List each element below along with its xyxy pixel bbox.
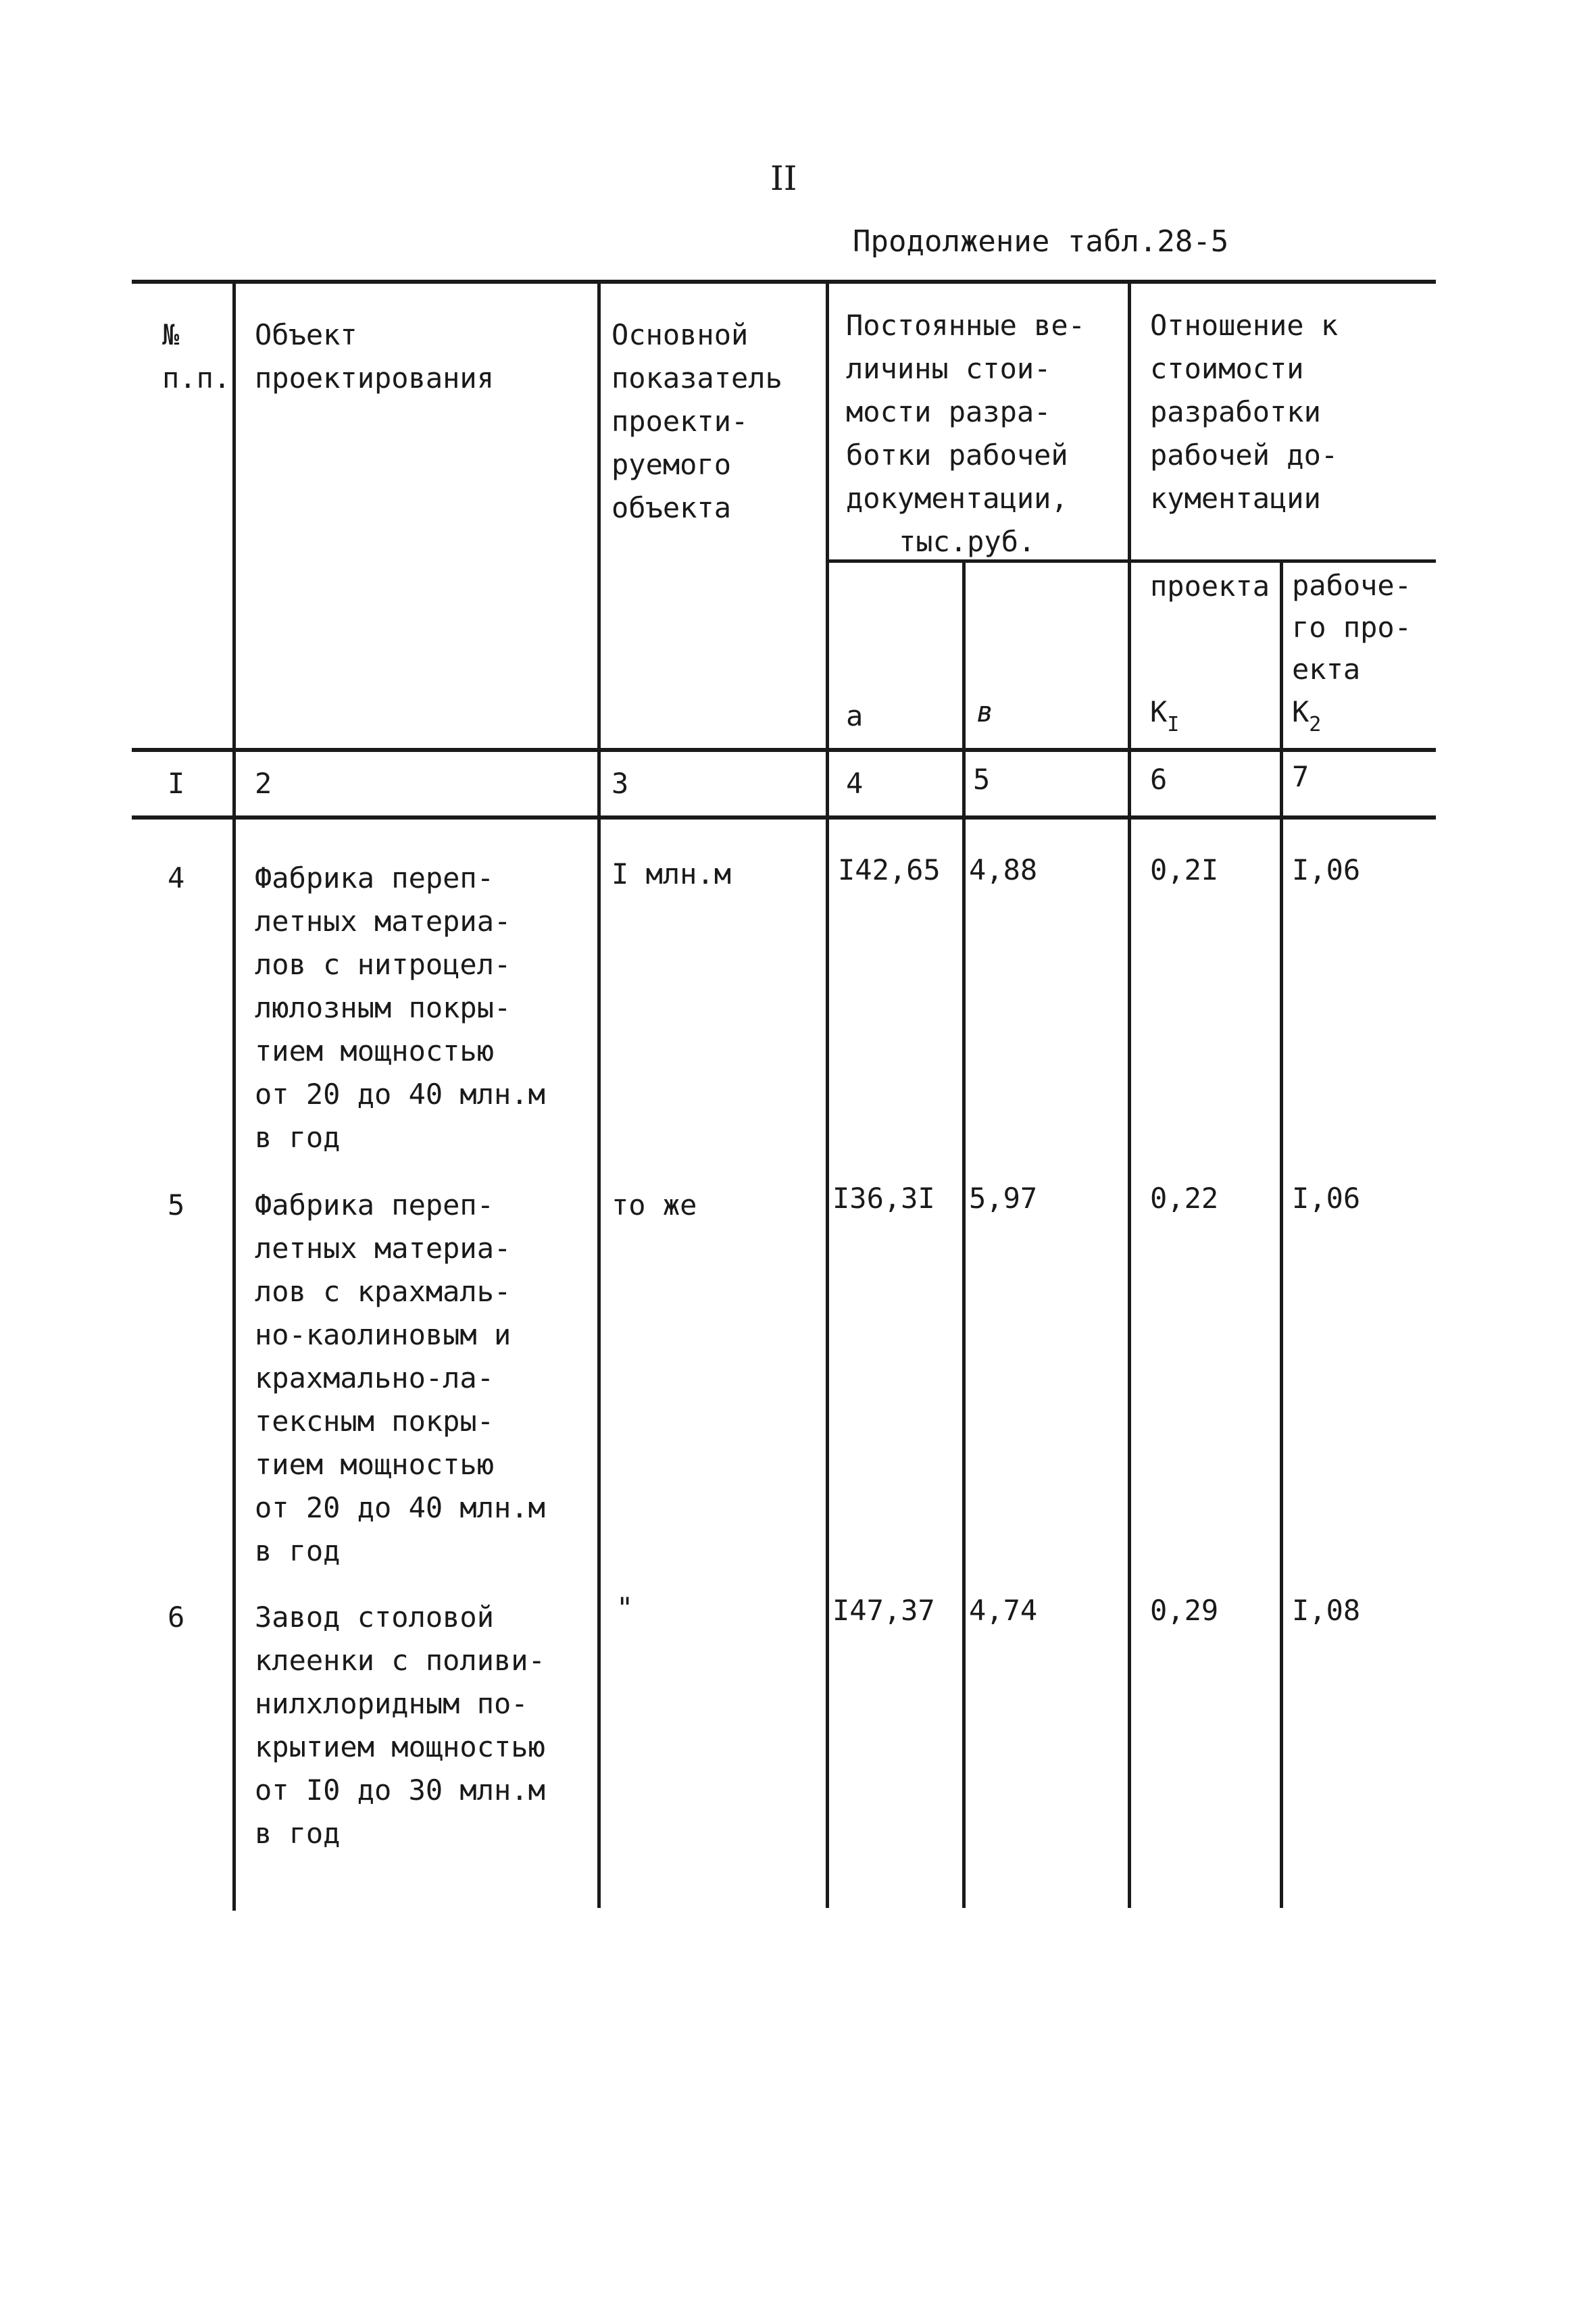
header-col6-k: $К_I$ [1150,695,1180,736]
column-divider-2 [597,280,601,1908]
column-divider-6 [1280,561,1283,1908]
row-value-a: I36,3I [832,1182,935,1215]
row-value-k2: I,06 [1292,1182,1361,1215]
column-divider-3 [826,280,829,1908]
column-number-6: 6 [1150,763,1168,796]
header-col3: Основной показатель проекти- руемого объекта [612,318,782,524]
column-divider-1 [232,280,236,1911]
row-object: Фабрика переп- летных материа- лов с нитроцел- люлозным покры- тием мощностью от 20 до 40 млн.м в год [255,861,545,1154]
row-value-k2: I,08 [1292,1594,1361,1627]
column-number-1: I [168,767,185,800]
row-value-b: 5,97 [969,1182,1038,1215]
table-caption: Продолжение табл.28-5 [853,224,1229,259]
row-number: 4 [168,861,185,895]
column-number-7: 7 [1292,760,1310,793]
header-col6-sub: проекта [1150,570,1270,603]
header-col4-sub: а [846,699,864,732]
column-divider-5 [1128,280,1131,1908]
row-indicator: " [616,1591,634,1624]
table-top-rule [132,280,1436,284]
column-divider-4 [962,561,966,1908]
column-number-5: 5 [973,763,991,796]
column-number-4: 4 [846,767,864,800]
row-object: Завод столовой клеенки с поливи- нилхлоридным по- крытием мощностью от I0 до 30 млн.м в год [255,1601,545,1850]
header-col45-unit: тыс.руб. [899,525,1036,558]
header-col1: № п.п. [162,318,231,395]
row-value-k1: 0,29 [1150,1594,1219,1627]
column-numbers-rule [132,815,1436,820]
row-value-k2: I,06 [1292,853,1361,886]
page-number: II [770,159,797,198]
header-col45-group: Постоянные ве- личины стои- мости разра- ботки рабочей документации, [846,309,1086,515]
column-number-2: 2 [255,767,272,800]
row-indicator: то же [612,1188,697,1222]
row-object: Фабрика переп- летных материа- лов с крахмаль- но-каолиновым и крахмально-ла- тексным покры- тием мощностью от 20 до 40 млн.м в год [255,1188,545,1567]
header-col2: Объект проектирования [255,318,495,395]
header-bottom-rule [132,748,1436,752]
row-value-b: 4,88 [969,853,1038,886]
row-value-k1: 0,22 [1150,1182,1219,1215]
row-number: 5 [168,1188,185,1222]
row-value-a: I47,37 [832,1594,935,1627]
row-indicator: I млн.м [612,857,732,890]
row-value-b: 4,74 [969,1594,1038,1627]
row-value-a: I42,65 [838,853,941,886]
column-number-3: 3 [612,767,629,800]
header-col67-group: Отношение к стоимости разработки рабочей до- кументации [1150,309,1339,515]
row-number: 6 [168,1601,185,1634]
header-col7-k: $К_2$ [1292,695,1322,736]
header-col7-sub: рабоче- го про- екта [1292,569,1412,686]
header-col5-sub: в [976,695,994,728]
row-value-k1: 0,2I [1150,853,1219,886]
